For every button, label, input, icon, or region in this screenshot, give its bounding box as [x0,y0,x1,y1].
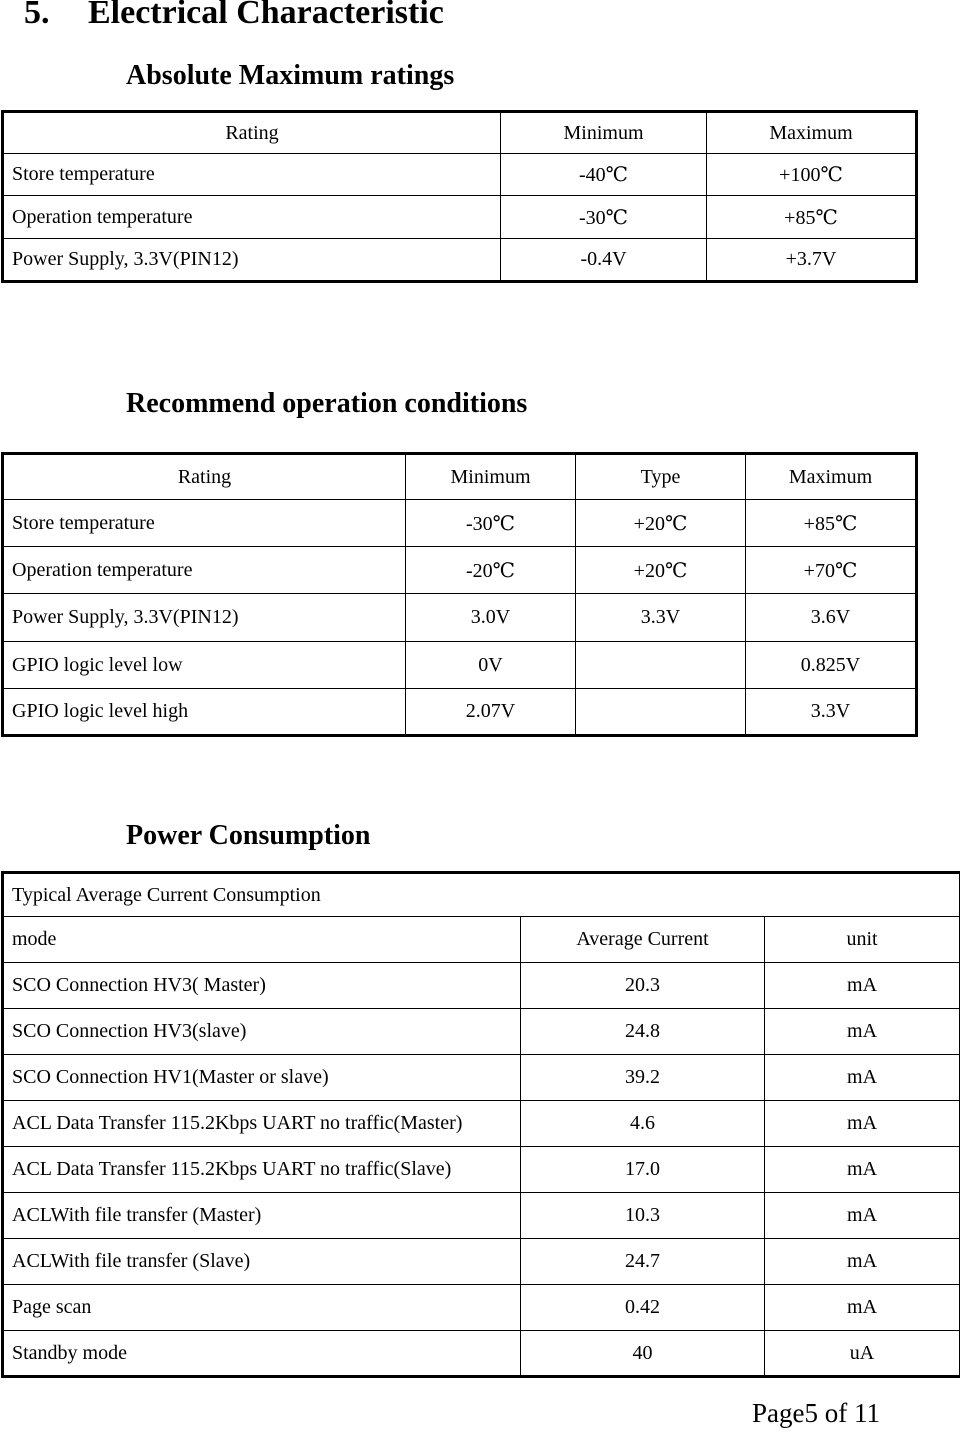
table-header-row [3,917,960,963]
table-row [3,594,917,642]
table-row [3,1193,960,1239]
unit-cell: mA [765,963,960,1009]
table-caption-row [3,873,960,917]
unit-cell: mA [765,1055,960,1101]
minimum-cell: 3.0V [406,594,576,642]
unit-cell: mA [765,1193,960,1239]
header-cell: mode [3,917,521,963]
header-cell: Rating [3,112,501,154]
minimum-cell: -30℃ [406,500,576,547]
table-row [3,1239,960,1285]
type-cell: 3.3V [576,594,746,642]
table-header-row [3,112,917,154]
header-cell: Maximum [707,112,917,154]
minimum-cell: -40℃ [501,154,707,196]
header-cell: Type [576,454,746,500]
current-cell: 10.3 [521,1193,765,1239]
rating-cell: GPIO logic level low [3,642,406,689]
current-cell: 39.2 [521,1055,765,1101]
unit-cell: mA [765,1285,960,1331]
type-cell: +20℃ [576,547,746,594]
section-number: 5. [24,0,50,31]
current-cell: 24.8 [521,1009,765,1055]
table-row [3,1101,960,1147]
mode-cell: ACL Data Transfer 115.2Kbps UART no traffic(Master) [3,1101,521,1147]
table-row [3,1009,960,1055]
table-row [3,642,917,689]
rating-cell: Power Supply, 3.3V(PIN12) [3,239,501,282]
table-header-row [3,454,917,500]
unit-cell: uA [765,1331,960,1377]
page-number: Page5 of 11 [752,1398,880,1428]
table-row [3,689,917,736]
table-row [3,1331,960,1377]
maximum-cell: +100℃ [707,154,917,196]
current-cell: 24.7 [521,1239,765,1285]
maximum-cell: +85℃ [707,196,917,239]
table-row [3,1285,960,1331]
table-row [3,196,917,239]
current-cell: 20.3 [521,963,765,1009]
type-cell [576,642,746,689]
unit-cell: mA [765,1147,960,1193]
rating-cell: Power Supply, 3.3V(PIN12) [3,594,406,642]
header-cell: Minimum [406,454,576,500]
mode-cell: ACLWith file transfer (Slave) [3,1239,521,1285]
type-cell: +20℃ [576,500,746,547]
section-title: Electrical Characteristic [88,0,444,31]
mode-cell: SCO Connection HV3(slave) [3,1009,521,1055]
table-caption: Typical Average Current Consumption [3,873,960,917]
absolute-max-table [1,110,918,283]
recommended-title: Recommend operation conditions [126,388,528,419]
unit-cell: mA [765,1009,960,1055]
section-heading [24,0,444,32]
maximum-cell: 0.825V [746,642,917,689]
maximum-cell: 3.6V [746,594,917,642]
rating-cell: Operation temperature [3,196,501,239]
header-cell: unit [765,917,960,963]
unit-cell: mA [765,1239,960,1285]
table-row [3,547,917,594]
mode-cell: Page scan [3,1285,521,1331]
table-row [3,1055,960,1101]
minimum-cell: -30℃ [501,196,707,239]
header-cell: Rating [3,454,406,500]
mode-cell: ACL Data Transfer 115.2Kbps UART no traffic(Slave) [3,1147,521,1193]
rating-cell: GPIO logic level high [3,689,406,736]
table-row [3,963,960,1009]
minimum-cell: 2.07V [406,689,576,736]
minimum-cell: -20℃ [406,547,576,594]
maximum-cell: +85℃ [746,500,917,547]
power-title: Power Consumption [126,820,371,851]
minimum-cell: 0V [406,642,576,689]
current-cell: 40 [521,1331,765,1377]
absolute-max-title: Absolute Maximum ratings [126,60,455,91]
maximum-cell: 3.3V [746,689,917,736]
maximum-cell: +3.7V [707,239,917,282]
current-cell: 17.0 [521,1147,765,1193]
power-table [1,871,960,1378]
type-cell [576,689,746,736]
rating-cell: Store temperature [3,500,406,547]
current-cell: 4.6 [521,1101,765,1147]
table-row [3,500,917,547]
header-cell: Maximum [746,454,917,500]
table-row [3,154,917,196]
rating-cell: Operation temperature [3,547,406,594]
minimum-cell: -0.4V [501,239,707,282]
maximum-cell: +70℃ [746,547,917,594]
mode-cell: Standby mode [3,1331,521,1377]
mode-cell: SCO Connection HV3( Master) [3,963,521,1009]
table-row [3,1147,960,1193]
current-cell: 0.42 [521,1285,765,1331]
rating-cell: Store temperature [3,154,501,196]
mode-cell: ACLWith file transfer (Master) [3,1193,521,1239]
table-row [3,239,917,282]
header-cell: Minimum [501,112,707,154]
recommended-table [1,452,918,737]
mode-cell: SCO Connection HV1(Master or slave) [3,1055,521,1101]
unit-cell: mA [765,1101,960,1147]
header-cell: Average Current [521,917,765,963]
